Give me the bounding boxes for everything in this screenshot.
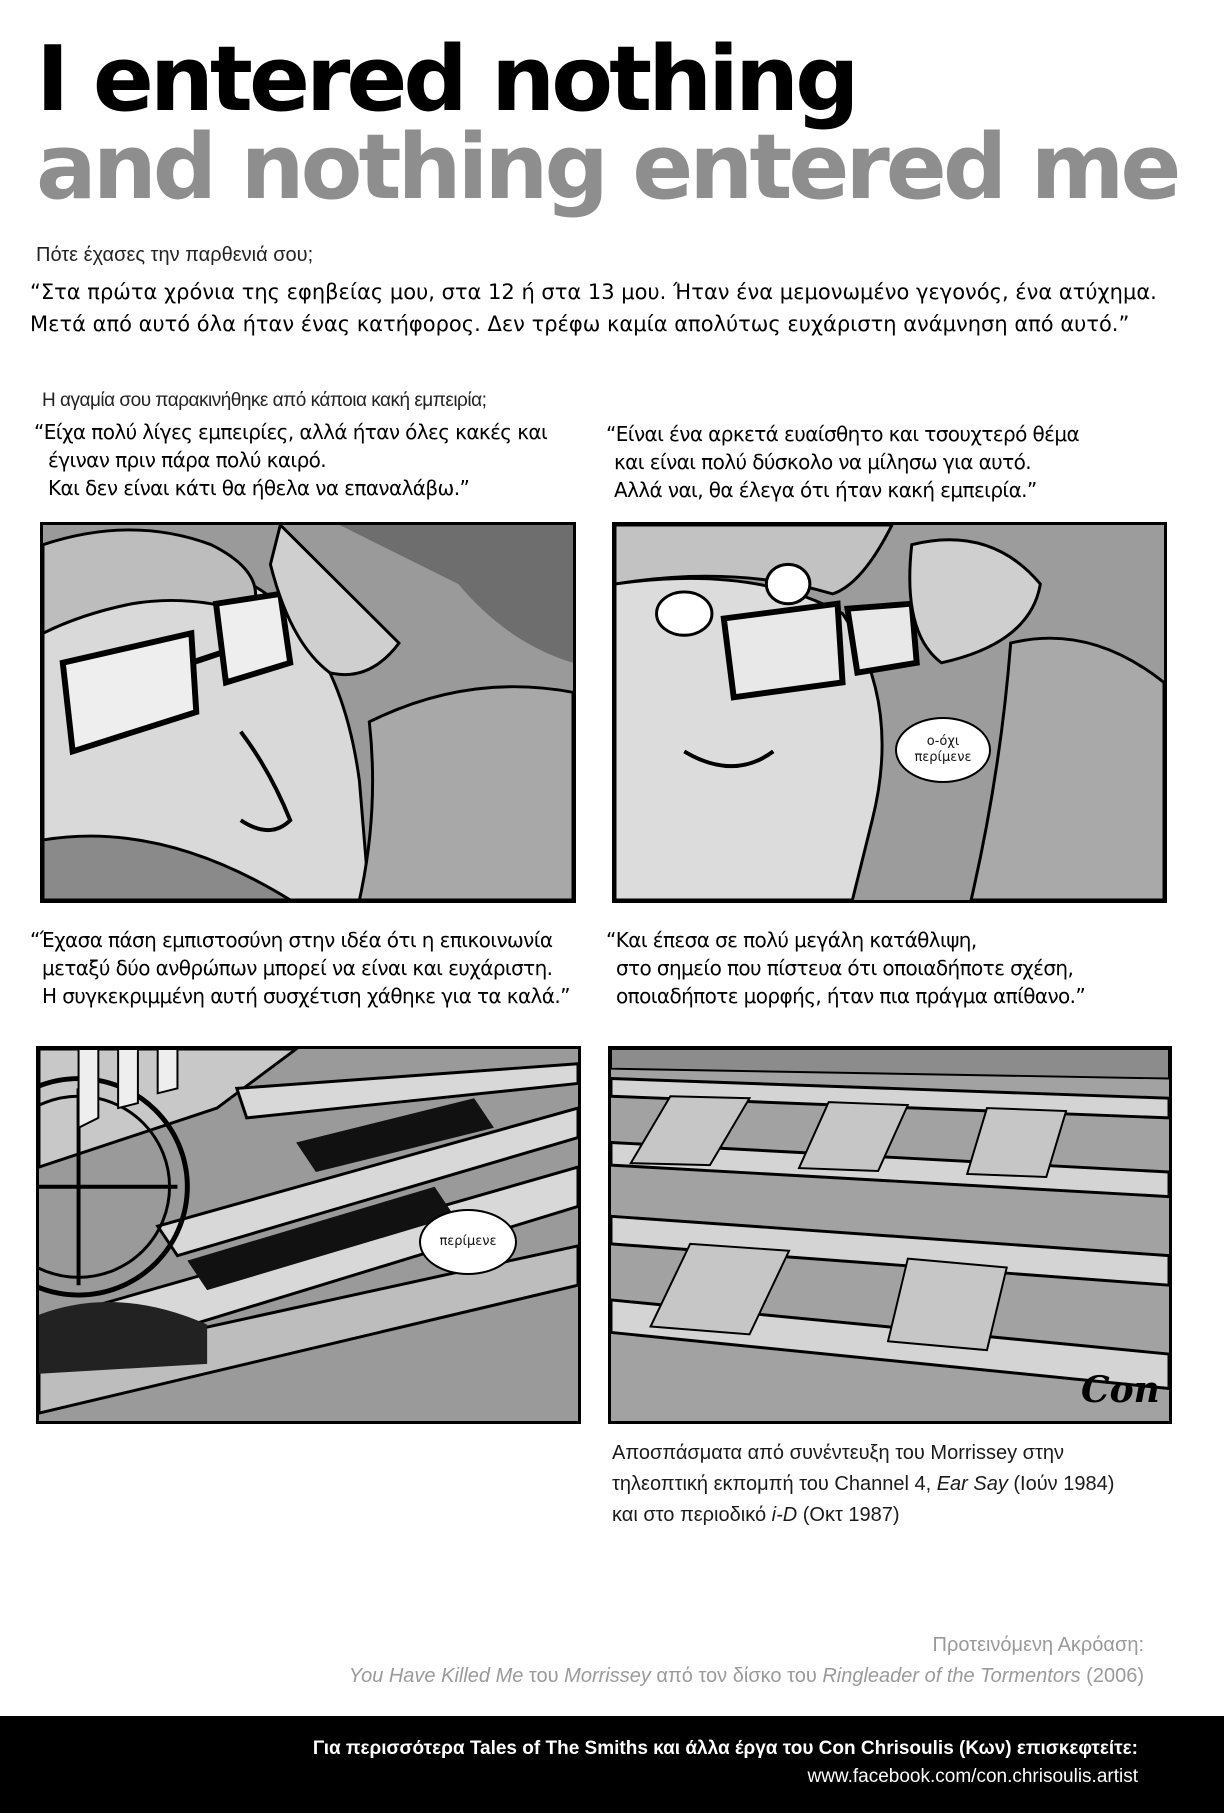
recommended-text: του	[523, 1665, 565, 1687]
comic-panel-bottom-left	[36, 1046, 581, 1424]
caption-line: Η συγκεκριμμένη αυτή συσχέτιση χάθηκε για τα καλά.”	[42, 984, 570, 1008]
song-title: You Have Killed Me	[348, 1665, 524, 1687]
credit-line	[612, 1500, 1172, 1531]
caption-bottom-right	[606, 926, 1085, 1010]
magazine-title: i-D	[771, 1504, 798, 1526]
title-line-2: and nothing entered me	[36, 115, 1178, 220]
comic-panel-top-right	[612, 522, 1167, 903]
caption-line: στο σημείο που πίστευα ότι οποιαδήποτε σχέση,	[616, 956, 1074, 980]
source-credit	[612, 1438, 1172, 1531]
caption-line: Και δεν είναι κάτι θα ήθελα να επαναλάβω.”	[48, 476, 470, 500]
footer-link[interactable]: www.facebook.com/con.chrisoulis.artist	[807, 1766, 1138, 1787]
answer-1	[30, 276, 1190, 340]
artist-signature: Con	[1081, 1369, 1160, 1411]
answer-1-line: Μετά από αυτό όλα ήταν ένας κατήφορος. Δεν τρέφω καμία απολύτως ευχάριστη ανάμνηση από αυτό.”	[30, 312, 1130, 336]
artist-name: Morrissey	[564, 1665, 651, 1687]
recommended-text: από τον δίσκο του	[650, 1665, 823, 1687]
caption-top-left	[34, 418, 547, 502]
credit-line	[612, 1469, 1172, 1500]
footer-text: Για περισσότερα Tales of The Smiths και άλλα έργα του Con Chrisoulis (Κων) επισκεφτείτε:	[312, 1738, 1138, 1759]
caption-top-right	[606, 420, 1079, 504]
title-line-1: I entered nothing	[36, 27, 856, 132]
question-2: Η αγαμία σου παρακινήθηκε από κάποια κακή εμπειρία;	[42, 390, 487, 411]
speech-bubble	[895, 717, 991, 783]
speech-bubble: περίμενε	[419, 1209, 517, 1275]
footer-bar	[0, 1716, 1224, 1813]
answer-1-line: “Στα πρώτα χρόνια της εφηβείας μου, στα 12 ή στα 13 μου. Ήταν ένα μεμονωμένο γεγονός, ένα ατύχημα.	[30, 280, 1157, 304]
credit-text: και στο περιοδικό	[612, 1504, 772, 1526]
caption-line: “Έχασα πάση εμπιστοσύνη στην ιδέα ότι η επικοινωνία	[30, 928, 553, 952]
recommended-listening	[349, 1630, 1144, 1692]
caption-line: Αλλά ναι, θα έλεγα ότι ήταν κακή εμπειρία.”	[614, 478, 1037, 502]
caption-line: οποιαδήποτε μορφής, ήταν πια πράγμα απίθανο.”	[616, 984, 1086, 1008]
speech-text: ο-όχι	[926, 734, 960, 749]
caption-bottom-left	[30, 926, 570, 1010]
credit-text: τηλεοπτική εκπομπή του Channel 4,	[612, 1473, 937, 1495]
panel-illustration	[611, 1049, 1169, 1421]
panel-illustration	[43, 525, 573, 900]
caption-line: “Είχα πολύ λίγες εμπειρίες, αλλά ήταν όλες κακές και	[34, 420, 548, 444]
recommended-text: (2006)	[1080, 1665, 1144, 1687]
credit-text: (Οκτ 1987)	[797, 1504, 900, 1526]
caption-line: μεταξύ δύο ανθρώπων μπορεί να είναι και ευχάριστη.	[42, 956, 553, 980]
speech-text: περίμενε	[914, 750, 972, 765]
recommended-heading: Προτεινόμενη Ακρόαση:	[932, 1634, 1144, 1656]
album-title: Ringleader of the Tormentors	[822, 1665, 1081, 1687]
comic-panel-bottom-right	[608, 1046, 1172, 1424]
caption-line: και είναι πολύ δύσκολο να μίλησω για αυτό.	[614, 450, 1031, 474]
panel-illustration	[615, 525, 1164, 900]
credit-text: (Ιούν 1984)	[1007, 1473, 1115, 1495]
caption-line: “Είναι ένα αρκετά ευαίσθητο και τσουχτερό θέμα	[606, 422, 1080, 446]
caption-line: έγιναν πριν πάρα πολύ καιρό.	[48, 448, 327, 472]
credit-line: Αποσπάσματα από συνέντευξη του Morrissey στην	[612, 1442, 1065, 1464]
recommended-track	[349, 1661, 1144, 1692]
comic-panel-top-left	[40, 522, 576, 903]
caption-line: “Και έπεσα σε πολύ μεγάλη κατάθλιψη,	[606, 928, 977, 952]
show-title: Ear Say	[936, 1473, 1008, 1495]
question-1: Πότε έχασες την παρθενιά σου;	[36, 244, 314, 266]
